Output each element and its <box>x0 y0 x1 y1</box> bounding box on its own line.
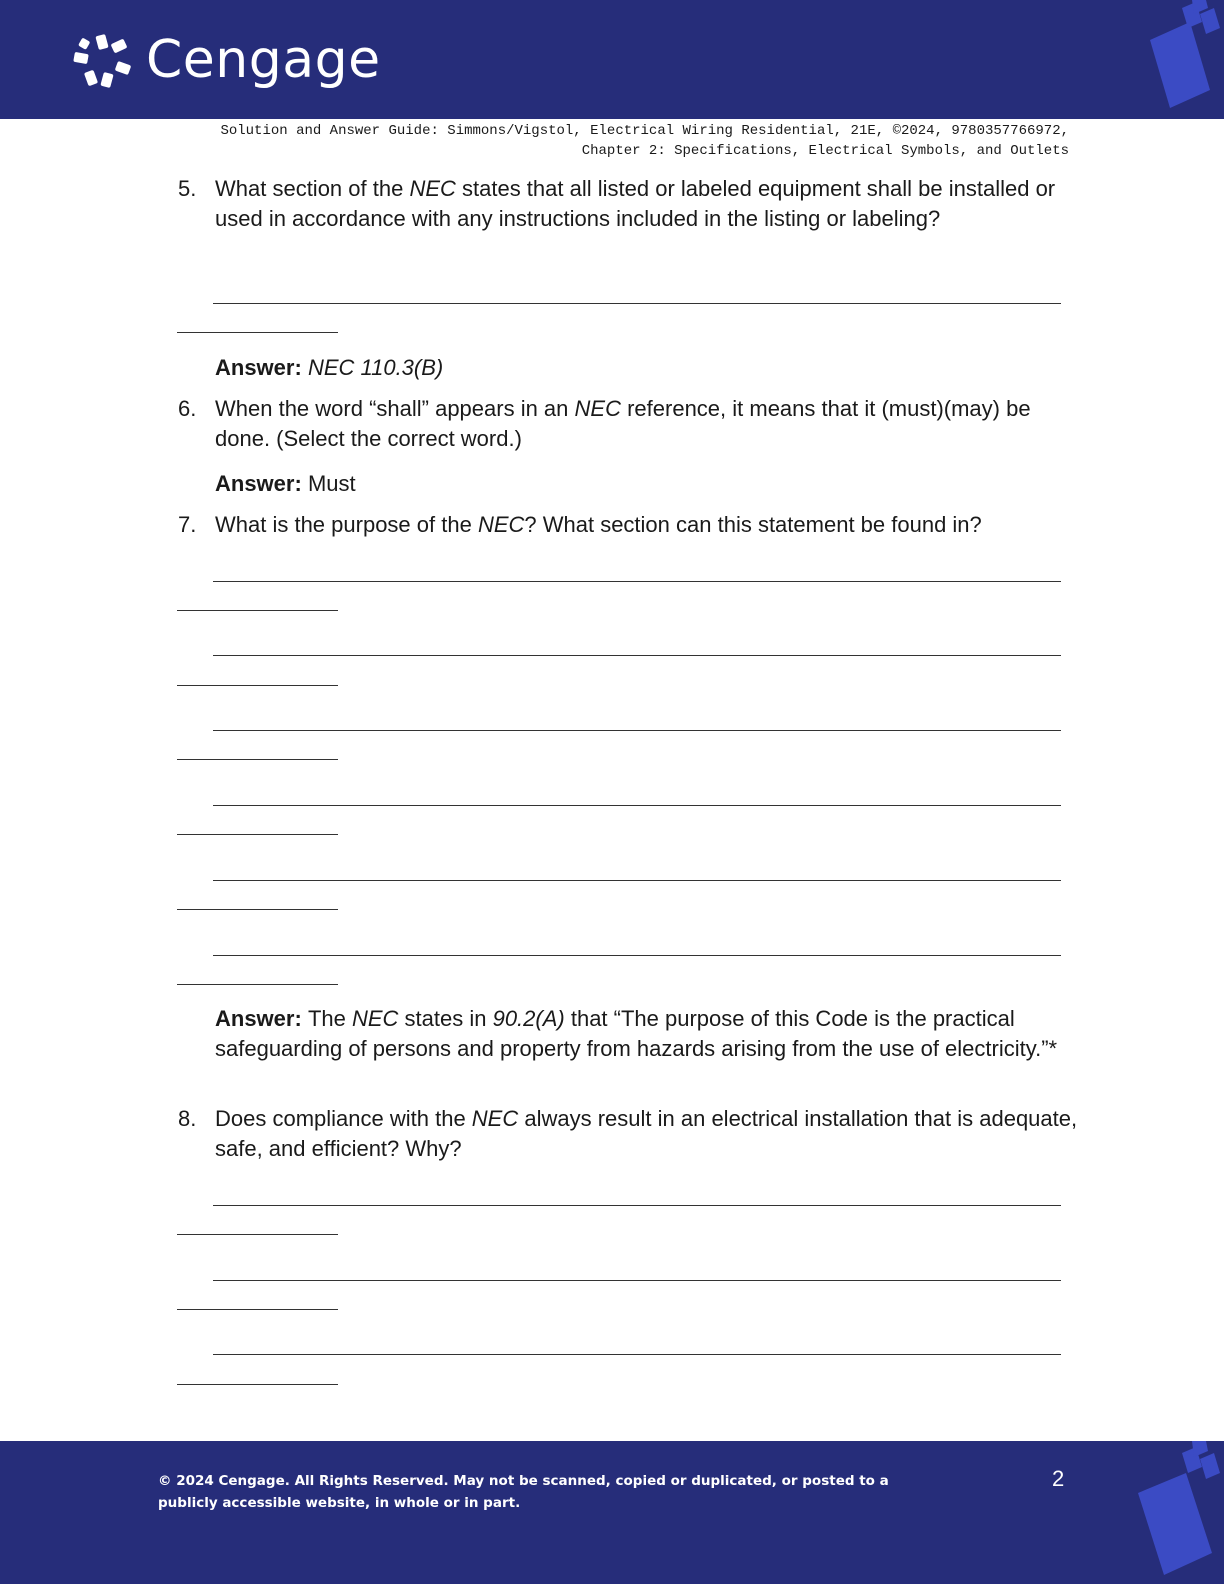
text-run: states that all listed or labeled equipment shall be installed or used in accordance with any instructions included in the listing or labeling? <box>215 176 1056 231</box>
answer-line <box>213 880 1061 881</box>
italic-text: NEC <box>574 396 621 421</box>
question-6 <box>178 394 1078 454</box>
answer-line <box>177 759 338 760</box>
answer-line <box>177 610 338 611</box>
answer-line <box>177 332 338 333</box>
header-band <box>0 0 1224 119</box>
answer-7: Answer: The NEC states in 90.2(A) that “The purpose of this Code is the practical safeguarding of persons and property from hazards arising from the use of electricity.”* <box>215 1006 1058 1061</box>
brand-name: Cengage <box>146 30 381 90</box>
answer-label: Answer <box>215 1006 295 1031</box>
italic-text: NEC <box>477 512 525 537</box>
answer-line <box>177 685 338 686</box>
question-5 <box>178 174 1078 264</box>
answer-5: Answer: NEC 110.3(B) <box>215 355 444 380</box>
italic-text: NEC <box>351 1006 399 1031</box>
running-header-line-2: Chapter 2: Specifications, Electrical Symbols, and Outlets <box>581 143 1069 159</box>
answer-line <box>177 1309 338 1310</box>
question-number: 5. <box>178 176 197 201</box>
cengage-logo-icon <box>72 33 134 89</box>
answer-line <box>177 1234 338 1235</box>
answer-6: Answer: Must <box>215 471 356 496</box>
running-header <box>69 121 1069 161</box>
answer-line <box>213 1205 1061 1206</box>
answer-line <box>177 834 338 835</box>
answer-label: Answer <box>215 471 295 496</box>
decorative-blocks-icon <box>1130 1441 1224 1584</box>
running-header-line-1: Solution and Answer Guide: Simmons/Vigstol, Electrical Wiring Residential, 21E, ©2024, 9780357766972, <box>220 123 1069 139</box>
answer-text <box>308 355 443 380</box>
text-run: When the word “shall” appears in an <box>215 396 575 421</box>
answer-text <box>215 1006 1057 1061</box>
answer-line <box>177 984 338 985</box>
text-run: always result in an electrical installation that is adequate, safe, and efficient? Why? <box>215 1106 1078 1161</box>
text-run: reference, it means that it (must)(may) be done. (Select the correct word.) <box>215 396 1031 451</box>
text-run: states in <box>398 1006 493 1031</box>
text-run: ? What section can this statement be found in? <box>524 512 982 537</box>
answer-line <box>213 1280 1061 1281</box>
text-run: that “The purpose of this Code is the practical safeguarding of persons and property from hazards arising from the use of electricity.”* <box>215 1006 1058 1061</box>
answer-line <box>213 805 1061 806</box>
italic-text: NEC <box>471 1106 519 1131</box>
answer-line <box>213 955 1061 956</box>
text-run: Must <box>307 471 356 496</box>
question-number: 6. <box>178 396 197 421</box>
question-7 <box>178 510 1078 540</box>
answer-line <box>177 1384 338 1385</box>
text-run: Does compliance with the <box>215 1106 472 1131</box>
copyright-notice: © 2024 Cengage. All Rights Reserved. May not be scanned, copied or duplicated, or posted to a publicly accessible website, in whole or in part. <box>158 1473 889 1511</box>
decorative-blocks-icon <box>1130 0 1224 119</box>
answer-label: Answer <box>215 355 295 380</box>
italic-text: NEC 110.3(B) <box>307 355 444 380</box>
question-text <box>215 174 1078 234</box>
question-text <box>215 510 1078 540</box>
answer-line <box>213 303 1061 304</box>
answer-line <box>213 1354 1061 1355</box>
question-text <box>215 1104 1078 1164</box>
text-run: The <box>307 1006 352 1031</box>
question-number: 8. <box>178 1106 197 1131</box>
question-number: 7. <box>178 512 197 537</box>
answer-text <box>308 471 356 496</box>
italic-text: NEC <box>409 176 456 201</box>
answer-line <box>177 909 338 910</box>
answer-line <box>213 730 1061 731</box>
answer-line <box>213 655 1061 656</box>
question-text <box>215 394 1078 454</box>
question-8 <box>178 1104 1078 1164</box>
page-number: 2 <box>1052 1466 1065 1491</box>
italic-text: 90.2(A) <box>492 1006 565 1031</box>
text-run: What section of the <box>215 176 410 201</box>
text-run: What is the purpose of the <box>215 512 478 537</box>
answer-line <box>213 581 1061 582</box>
